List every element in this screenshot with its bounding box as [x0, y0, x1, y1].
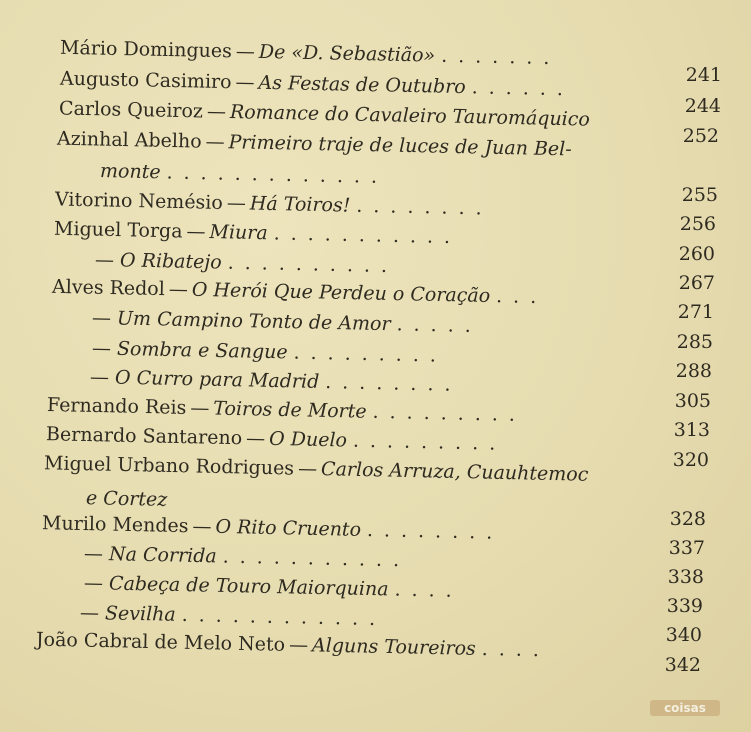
page-number: 337 [668, 537, 705, 559]
toc-entry [44, 452, 589, 485]
page-number: 340 [665, 624, 702, 646]
entry-title: O Ribatejo [119, 249, 222, 274]
page-number: 256 [679, 213, 716, 235]
toc-entry: Murilo Mendes — O Rito Cruento ........ [41, 512, 504, 544]
entry-title: Romance do Cavaleiro Tauromáquico [229, 101, 591, 131]
entry-title: De «D. Sebastião» [258, 40, 436, 67]
page-number: 244 [684, 95, 721, 117]
entry-dash: — [186, 220, 206, 243]
toc-entry: — Um Campino Tonto de Amor ..... [91, 306, 483, 338]
entry-dash: — [288, 633, 309, 657]
toc-entry: — Sevilha ............ [79, 601, 387, 631]
page-number: 338 [667, 566, 704, 588]
page-number: 267 [678, 272, 715, 294]
entry-dash: — [226, 192, 247, 215]
entry-title-continuation: e Cortez [85, 487, 168, 511]
entry-author: Miguel Torga [53, 217, 183, 243]
entry-title: Sombra e Sangue [116, 337, 288, 364]
entry-author: Carlos Queiroz [58, 97, 204, 123]
page-number: 328 [669, 508, 706, 530]
page-number: 285 [676, 331, 713, 353]
entry-title: Um Campino Tonto de Amor [116, 307, 391, 336]
page-number: 255 [681, 184, 718, 206]
entry-dash: — [190, 396, 210, 420]
entry-author: João Cabral de Melo Neto [35, 628, 286, 656]
page-number: 320 [672, 449, 709, 471]
entry-title-continuation: monte [99, 159, 161, 184]
entry-dash: — [235, 71, 255, 94]
entry-dash: — [205, 130, 225, 154]
entry-title: Cabeça de Touro Maiorquina [108, 572, 389, 601]
entry-dash: — [91, 306, 112, 330]
page-number: 252 [682, 125, 719, 147]
entry-title: Miura [209, 220, 268, 245]
entry-title: Sevilha [104, 602, 176, 626]
entry-title: Primeiro traje de luces de Juan Bel- [228, 131, 572, 161]
toc-entry: Bernardo Santareno — O Duelo ......... [45, 423, 507, 455]
page-number: 241 [685, 64, 722, 86]
entry-title: Há Toiros! [249, 192, 351, 217]
entry-title: O Duelo [268, 427, 348, 452]
entry-author: Miguel Urbano Rodrigues [43, 452, 295, 480]
entry-title: Carlos Arruza, Cuauhtemoc [320, 458, 589, 486]
entry-dash: — [168, 278, 189, 301]
toc-entry: Vitorino Nemésio — Há Toiros! ........ [54, 188, 493, 220]
entry-author: Murilo Mendes [41, 512, 189, 538]
toc-entry: João Cabral de Melo Neto — Alguns Toureiros .... [35, 628, 551, 662]
entry-title: O Curro para Madrid [114, 366, 320, 393]
entry-dash: — [83, 542, 104, 565]
page-number: 288 [675, 360, 712, 382]
toc-entry: — O Curro para Madrid ........ [89, 366, 462, 396]
toc-entry-continuation [86, 487, 168, 511]
entry-dash: — [235, 40, 256, 63]
toc-entry [59, 97, 590, 130]
entry-author: Vitorino Nemésio [54, 188, 224, 214]
toc-entry: — Cabeça de Touro Maiorquina .... [83, 572, 463, 602]
toc-entry: — O Ribatejo .......... [94, 248, 399, 278]
entry-title: O Herói Que Perdeu o Coração [191, 278, 491, 307]
toc-entry: — Na Corrida ........... [83, 542, 411, 572]
entry-dash: — [79, 601, 100, 625]
entry-author: Alves Redol [51, 275, 166, 301]
toc-entry: — Sombra e Sangue ......... [91, 337, 448, 367]
entry-dash: — [206, 100, 227, 123]
page-number: 271 [677, 301, 714, 323]
entry-dash: — [192, 515, 212, 538]
page-number: 313 [673, 419, 710, 441]
entry-author: Azinhal Abelho [56, 127, 202, 153]
toc-entry: Miguel Torga — Miura ........... [53, 217, 462, 249]
entry-title: Toiros de Morte [213, 397, 367, 423]
page-number: 342 [664, 654, 701, 676]
entry-dash: — [297, 457, 318, 481]
toc-entry: Augusto Casimiro — As Festas de Outubro ...... [59, 67, 575, 101]
entry-author: Bernardo Santareno [45, 423, 243, 450]
entry-title: Na Corrida [108, 543, 217, 568]
entry-dash: — [94, 248, 115, 272]
entry-author: Mário Domingues [59, 36, 233, 63]
toc-entry: Mário Domingues — De «D. Sebastião» ....... [59, 36, 561, 70]
entry-dash: — [89, 366, 110, 389]
entry-title: O Rito Cruento [215, 515, 362, 541]
entry-author: Augusto Casimiro [59, 67, 232, 94]
page-number: 260 [678, 243, 715, 265]
entry-dash: — [83, 572, 104, 595]
watermark-badge: coisas [650, 700, 720, 716]
entry-title: As Festas de Outubro [258, 71, 466, 99]
entry-title: Alguns Toureiros [311, 634, 477, 660]
toc-entry-continuation: monte ............. [99, 159, 389, 189]
entry-dash: — [91, 337, 112, 360]
page-number: 305 [674, 390, 711, 412]
toc-entry: Fernando Reis — Toiros de Morte ......... [46, 393, 527, 427]
page-number: 339 [666, 595, 703, 617]
entry-dash: — [245, 427, 266, 450]
toc-entry: Alves Redol — O Herói Que Perdeu o Coração ... [51, 275, 548, 309]
entry-author: Fernando Reis [46, 393, 187, 419]
toc-entry [57, 128, 572, 161]
